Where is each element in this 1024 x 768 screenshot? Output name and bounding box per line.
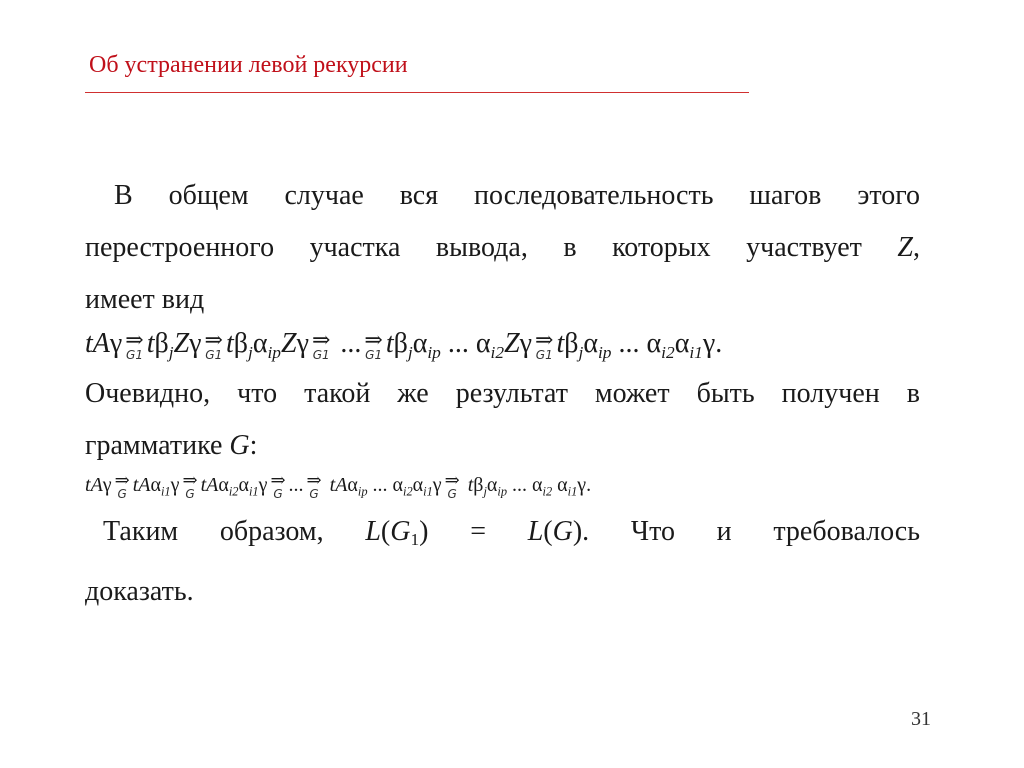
title-underline — [85, 92, 749, 93]
formula2-term-4: tAα$_{ip}$ ... $\alpha_{i2}\alpha_{i1}\gamma$ — [329, 474, 442, 499]
formula2-term-2: tAα$_{i1}$γ — [132, 474, 180, 499]
paragraph-same-result — [85, 368, 920, 472]
derives-arrow-icon: ⇒ G — [270, 469, 286, 501]
derives-arrow-icon: ⇒ G1 — [535, 326, 554, 362]
derives-arrow-icon: ⇒ G1 — [311, 326, 331, 362]
formula2-term-1: tAγ — [85, 474, 112, 496]
formula1-term-4: $t\beta_j\alpha_{ip}$ ... $\alpha_{i2}Z\gamma$ — [385, 328, 533, 363]
paragraph-conclusion-line-2: доказать. — [85, 576, 194, 608]
paragraph-intro-line-2 — [85, 222, 920, 274]
derives-arrow-icon: ⇒ G — [444, 469, 460, 501]
derives-arrow-icon: ⇒ G — [114, 469, 130, 501]
derives-arrow-icon: ⇒ G1 — [364, 326, 383, 362]
paragraph-intro-line-3: имеет вид — [85, 284, 205, 315]
formula-derivation-g — [85, 470, 591, 506]
grammar-label: G — [117, 486, 127, 501]
formula2-ellipsis: ... — [288, 474, 304, 496]
formula1-term-1: tAγ — [85, 328, 123, 359]
paragraph-conclusion — [85, 506, 920, 618]
formula1-term-5: $t\beta_j\alpha_{ip}$ ... $\alpha_{i2}\alpha_{i1}\gamma$. — [556, 328, 723, 363]
page-number: 31 — [911, 708, 931, 730]
grammar-label: G — [309, 486, 319, 501]
grammar-label: G — [273, 486, 283, 501]
derives-arrow-icon: ⇒ G1 — [204, 326, 223, 362]
paragraph-same-result-line-2 — [85, 420, 920, 472]
formula1-term-2: $t\beta_jZ\gamma$ — [146, 328, 202, 363]
derives-arrow-icon: ⇒ G — [182, 469, 198, 501]
grammar-label: G1 — [365, 347, 383, 362]
paragraph-intro-line-1: В общем случае вся последовательность шагов этого — [114, 180, 920, 211]
formula2-term-5: $t\beta_j\alpha_{ip}$ ... $\alpha_{i2}$ $\alpha_{i1}\gamma$. — [467, 474, 592, 499]
grammar-label: G1 — [535, 347, 553, 362]
grammar-label: G — [185, 486, 195, 501]
paragraph-same-result-line-2-text: грамматике G: — [85, 430, 258, 461]
grammar-label: G1 — [205, 347, 223, 362]
paragraph-conclusion-line-1 — [85, 506, 920, 566]
derives-arrow-icon: ⇒ G1 — [125, 326, 144, 362]
paragraph-same-result-line-1: Очевидно, что такой же результат может быть получен в — [85, 378, 920, 409]
paragraph-intro-line-2-text: перестроенного участка вывода, в которых участвует Z, — [85, 232, 920, 263]
formula1-ellipsis: ... — [333, 328, 362, 359]
formula1-term-3: $t\beta_j\alpha_{ip}Z\gamma$ — [225, 328, 309, 363]
formula-derivation-g1 — [85, 326, 722, 371]
formula2-term-3: $tA\alpha_{i2}\alpha_{i1}\gamma$ — [200, 474, 268, 499]
paragraph-conclusion-line-1-text: Таким образом, $L(G_1) = L(G)$. Что и требовалось — [103, 516, 920, 550]
paragraph-intro — [85, 170, 920, 326]
derives-arrow-icon: ⇒ G — [306, 469, 322, 501]
grammar-label: G1 — [126, 347, 143, 362]
grammar-label: G1 — [312, 347, 330, 362]
slide-title: Об устранении левой рекурсии — [89, 52, 408, 78]
grammar-label: G — [447, 486, 457, 501]
